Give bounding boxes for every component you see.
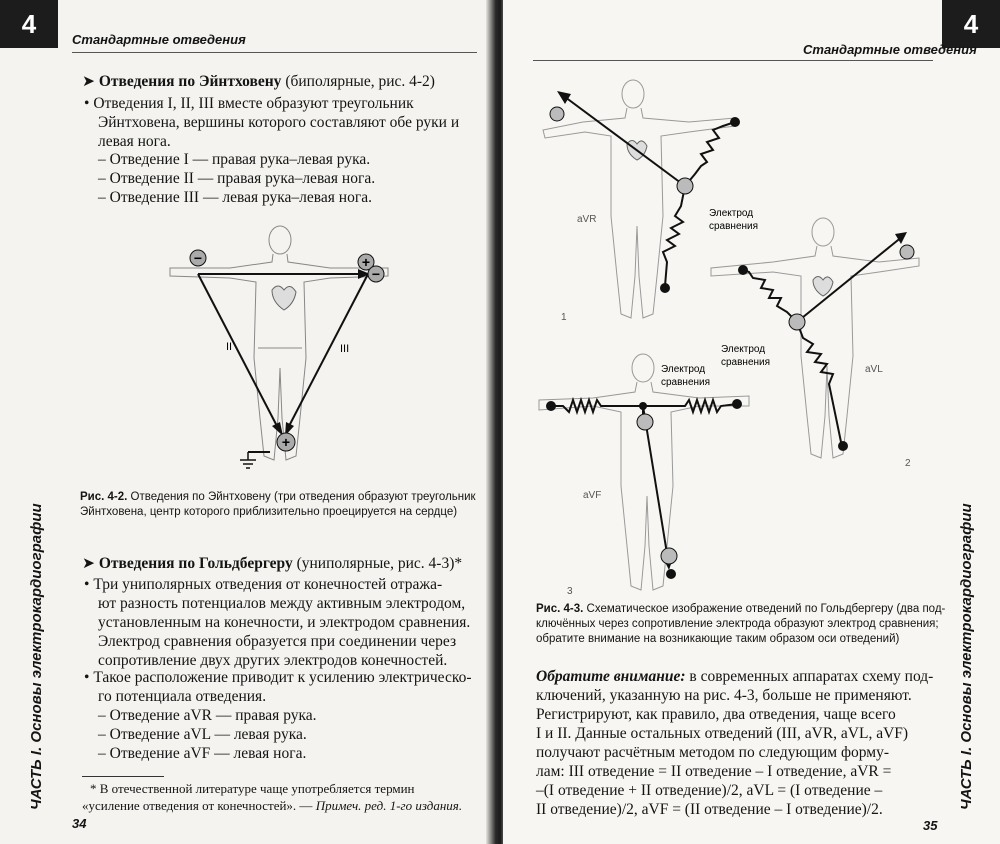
list-item: – Отведение II — правая рука–левая нога. xyxy=(98,170,376,187)
plus-sign: + xyxy=(361,254,371,270)
figure-4-3-caption: Рис. 4-3. Схематическое изображение отведений по Гольдбергеру (два под- ключённых через сопротивление электрода образуют электрод сравнения; обратите внимание на возникающие таким образом оси отведений) xyxy=(536,603,946,645)
footnote-rule xyxy=(82,776,164,777)
list-item: – Отведение I — правая рука–левая рука. xyxy=(98,151,371,168)
header-rule xyxy=(533,60,933,61)
electrode-avr-plus xyxy=(550,107,564,121)
electrode-avf-minus xyxy=(637,414,653,430)
einthoven-heading: ➤ Отведения по Эйнтховену (биполярные, рис. 4-2) xyxy=(82,73,435,90)
electrode-left-arm xyxy=(358,254,384,282)
goldberger-lead-list xyxy=(98,706,317,763)
electrode-right-arm xyxy=(190,250,206,266)
list-item: – Отведение aVF — левая нога. xyxy=(98,745,307,762)
part-side-title: ЧАСТЬ I. Основы электрокардиографии xyxy=(28,503,45,810)
running-header: Стандартные отведения xyxy=(72,32,246,47)
page-number: 34 xyxy=(72,816,87,831)
goldberger-bullet-1: • Три униполярных отведения от конечностей отража- ют разность потенциалов между активным электродом, установленным на конечности, и электродом сравнения. Электрод сравнения образуется при соединении через сопротивление двух других электродов конечностей. xyxy=(84,576,471,669)
electrode-avl-plus xyxy=(900,245,914,259)
avr-label: aVR xyxy=(577,214,597,225)
part-side-title: ЧАСТЬ I. Основы электрокардиографии xyxy=(958,503,975,810)
reference-electrode-label: Электрод xyxy=(709,208,754,219)
reference-electrode-label: Электрод xyxy=(721,344,766,355)
reference-electrode-label: сравнения xyxy=(721,357,771,368)
goldberger-heading: ➤ Отведения по Гольдбергеру (униполярные, рис. 4-3)* xyxy=(82,555,463,572)
electrode-avl-minus xyxy=(789,314,805,330)
plus-sign: + xyxy=(281,434,291,450)
einthoven-triangle-figure xyxy=(160,218,420,478)
reference-electrode-label: сравнения xyxy=(661,377,711,388)
electrode-avr-minus xyxy=(677,178,693,194)
electrode-left-leg xyxy=(277,433,295,451)
goldberger-bullet-2: • Такое расположение приводит к усилению электрическо- го потенциала отведения. xyxy=(84,669,472,705)
goldberger-leads-figure xyxy=(523,66,943,596)
reference-electrode-label: Электрод xyxy=(661,364,706,375)
einthoven-bullet: • Отведения I, II, III вместе образуют треугольник Эйнтховена, вершины которого составляют обе руки и левая нога. xyxy=(84,95,460,150)
right-page xyxy=(503,0,1000,844)
reference-electrode-label: сравнения xyxy=(709,221,759,232)
avl-label: aVL xyxy=(865,364,883,375)
figure-4-2-caption: Рис. 4-2. Отведения по Эйнтховену (три отведения образуют треугольник Эйнтховена, центр которого приблизительно проецируется на сердце) xyxy=(80,491,476,518)
panel-number: 2 xyxy=(905,458,911,469)
body-outline-avl xyxy=(711,218,919,458)
page-number: 35 xyxy=(923,818,938,833)
panel-number: 3 xyxy=(567,586,573,596)
list-item: – Отведение aVR — правая рука. xyxy=(98,707,317,724)
attention-note: Обратите внимание: в современных аппаратах схему под- ключений, указанную на рис. 4-3, больше не применяют. Регистрируют, как правило, два отведения, чаще всего I и II. Данные остальных отведений (III, aVR, aVL, aVF) получают расчётным методом по следующим форму- лам: III отведение = II отведение – I отведение, aVR = –(I отведение + II отведение)/2, aVL = (I отведение – II отведение)/2, aVF = (II отведение – I отведение)/2. xyxy=(536,668,934,818)
list-item: – Отведение aVL — левая рука. xyxy=(98,726,307,743)
left-page xyxy=(0,0,493,844)
heart-icon xyxy=(813,277,833,297)
chapter-number-tab: 4 xyxy=(0,0,58,48)
body-outline-avf xyxy=(539,354,749,590)
electrode-avf-plus xyxy=(661,548,677,564)
minus-sign: − xyxy=(371,266,381,282)
body-outline-avr xyxy=(543,80,735,318)
heart-icon xyxy=(272,286,296,310)
running-header: Стандартные отведения xyxy=(803,42,977,57)
avf-label: aVF xyxy=(583,490,602,501)
list-item: – Отведение III — левая рука–левая нога. xyxy=(98,189,372,206)
panel-number: 1 xyxy=(561,312,567,323)
minus-sign: − xyxy=(193,250,203,266)
einthoven-lead-list xyxy=(98,150,375,207)
footnote: * В отечественной литературе чаще употребляется термин «усиление отведения от конечностей». — Примеч. ред. 1-го издания. xyxy=(82,781,463,813)
lead-ii-label: II xyxy=(226,341,233,353)
chapter-number-tab: 4 xyxy=(942,0,1000,48)
lead-iii-label: III xyxy=(340,343,350,355)
header-rule xyxy=(72,52,477,53)
